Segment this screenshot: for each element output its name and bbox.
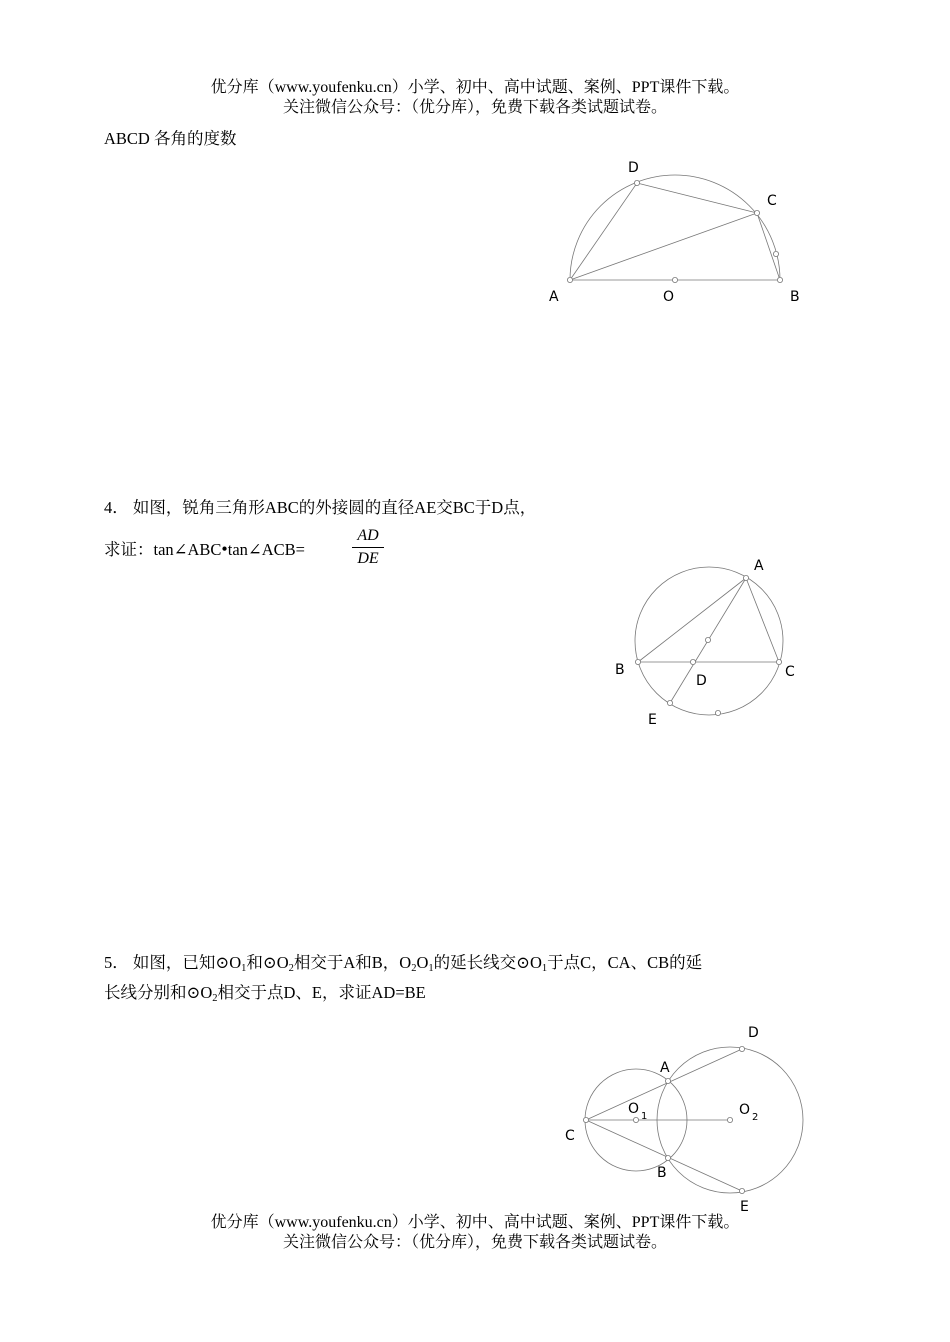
point-c	[583, 1117, 588, 1122]
p5-text-a: 5． 如图，已知⊙O	[104, 953, 242, 972]
p5-sub-2: 2	[288, 963, 294, 974]
label-d: D	[696, 673, 707, 689]
label-c: C	[565, 1128, 575, 1144]
p5-sub-3: 2	[411, 963, 417, 974]
fraction-numerator: AD	[357, 527, 379, 544]
segment-ac	[570, 213, 757, 280]
label-c: C	[785, 664, 795, 680]
p5-sub-5: 1	[541, 963, 548, 974]
label-a: A	[754, 558, 764, 574]
multiply-dot: •	[221, 539, 228, 559]
label-a: A	[660, 1060, 670, 1076]
point-a	[567, 277, 572, 282]
semicircle-arc	[570, 175, 780, 280]
footer-line-1: 优分库（www.youfenku.cn）小学、初中、高中试题、案例、PPT课件下载。	[210, 1214, 740, 1231]
point-o	[672, 277, 677, 282]
point-extra	[773, 251, 778, 256]
fraction-denominator: DE	[357, 550, 379, 567]
label-o2: O	[739, 1102, 751, 1118]
p5-sub-6: 2	[212, 993, 218, 1004]
figure-semicircle-abcd	[549, 160, 800, 305]
label-o1-sub: 1	[641, 1111, 648, 1122]
label-b: B	[615, 662, 625, 678]
p5-text-d: O	[416, 953, 429, 972]
problem3-text: ABCD 各角的度数	[104, 129, 237, 148]
label-c: C	[767, 193, 777, 209]
label-d: D	[628, 160, 639, 176]
p5-text-f: 于点C，CA、CB的延	[547, 953, 703, 972]
point-e	[739, 1188, 744, 1193]
p5-text-e: 的延长线交⊙O	[433, 953, 542, 972]
point-d	[634, 180, 639, 185]
figure-intersecting-circles	[565, 1025, 803, 1215]
p5-sub-4: 1	[428, 963, 434, 974]
label-e: E	[740, 1199, 749, 1215]
segment-ab	[638, 578, 746, 662]
p5-text-c: 相交于A和B，O	[293, 953, 412, 972]
label-o: O	[663, 289, 675, 305]
prove-mid: tan∠ACB=	[227, 540, 305, 559]
label-a: A	[549, 289, 559, 305]
p5-text-g: 长线分别和⊙O	[104, 983, 213, 1002]
label-o2-sub: 2	[752, 1112, 759, 1123]
point-b	[665, 1155, 670, 1160]
point-a	[743, 575, 748, 580]
header-line-1: 优分库（www.youfenku.cn）小学、初中、高中试题、案例、PPT课件下载。	[210, 79, 740, 96]
point-center	[705, 637, 710, 642]
point-c	[754, 210, 759, 215]
header-line-2: 关注微信公众号：（优分库），免费下载各类试题试卷。	[282, 99, 667, 116]
segment-ad	[570, 183, 637, 280]
label-e: E	[648, 712, 657, 728]
point-arc	[715, 710, 720, 715]
label-o1: O	[628, 1101, 640, 1117]
point-o1	[633, 1117, 638, 1122]
point-e	[667, 700, 672, 705]
label-d: D	[748, 1025, 759, 1041]
p5-text-h: 相交于点D、E，求证AD=BE	[217, 983, 426, 1002]
point-d	[739, 1046, 744, 1051]
label-b: B	[790, 289, 800, 305]
prove-prefix: 求证：tan∠ABC	[104, 540, 222, 559]
point-b	[635, 659, 640, 664]
segment-ac	[746, 578, 779, 662]
point-o2	[727, 1117, 732, 1122]
figure-circumcircle-abc	[615, 558, 795, 728]
problem4-statement: 4． 如图，锐角三角形ABC的外接圆的直径AE交BC于D点，	[104, 498, 537, 517]
point-c	[776, 659, 781, 664]
segment-dc	[637, 183, 757, 213]
point-a	[665, 1078, 670, 1083]
p5-sub-1: 1	[241, 963, 247, 974]
p5-text-b: 和⊙O	[246, 953, 289, 972]
point-b	[777, 277, 782, 282]
footer-line-2: 关注微信公众号：（优分库），免费下载各类试题试卷。	[282, 1234, 667, 1251]
point-d	[690, 659, 695, 664]
label-b: B	[657, 1165, 667, 1181]
segment-cb	[757, 213, 780, 280]
